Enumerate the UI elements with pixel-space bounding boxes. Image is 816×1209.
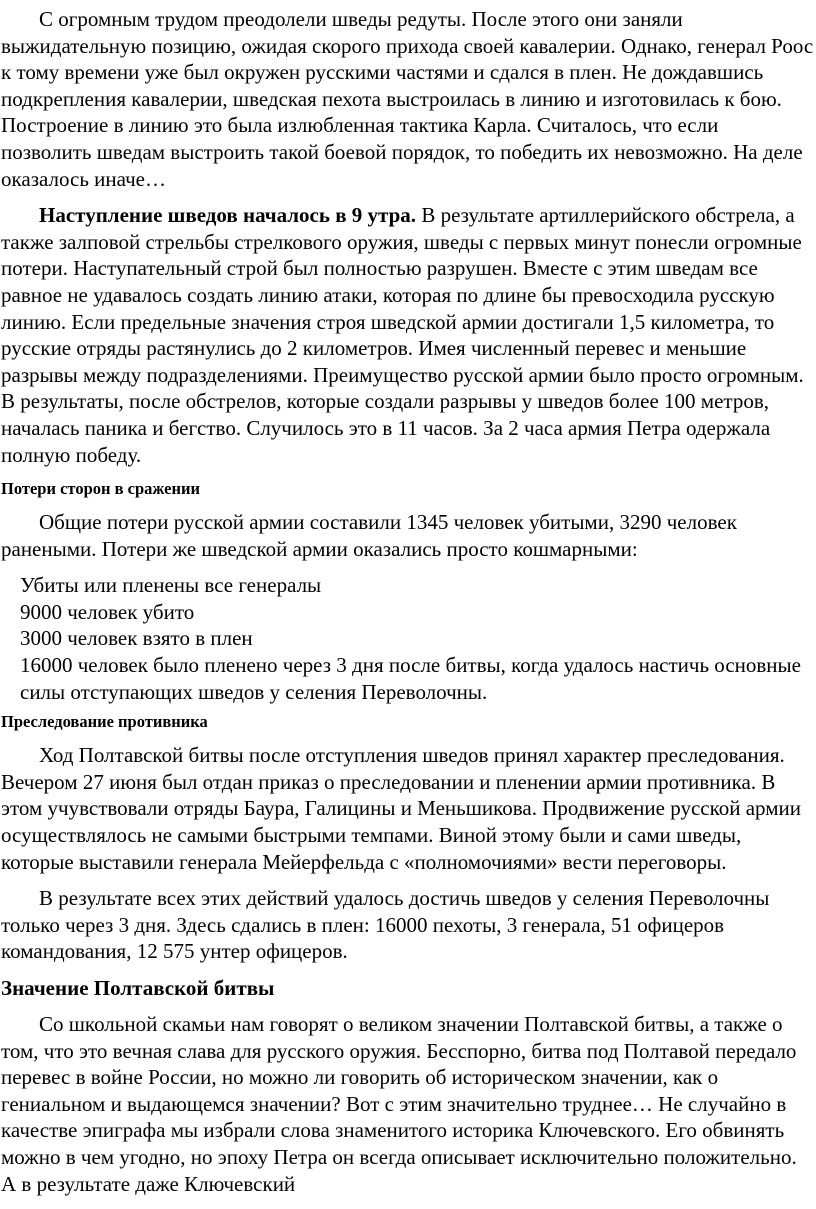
paragraph-significance: Со школьной скамьи нам говорят о великом значении Полтавской битвы, а также о том, что это вечная слава для русского оружия. Бесспорно, битва под Полтавой передало перевес в войне России, но можно ли говорить об историческом значении, как о гениальном и выдающемся значении? Вот с этим значительно труднее… Не случайно в качестве эпиграфа мы избрали слова знаменитого историка Ключевского. Его обвинять можно в чем угодно, но эпоху Петра он всегда описывает исключительно положительно. А в результате даже Ключевский <box>1 1012 797 1196</box>
list-item: Убиты или пленены все генералы <box>20 573 322 598</box>
paragraph-losses: Общие потери русской армии составили 1345 человек убитыми, 3290 человек ранеными. Потери же шведской армии оказались просто кошмарными: <box>1 510 737 561</box>
paragraph-offensive-lead: Наступление шведов началось в 9 утра. <box>39 203 417 228</box>
heading-losses: Потери сторон в сражении <box>1 479 200 499</box>
list-item: 16000 человек было пленено через 3 дня после битвы, когда удалось настичь основные силы отступающих шведов у селения Переволочны. <box>20 653 801 704</box>
heading-pursuit: Преследование противника <box>1 712 208 732</box>
losses-list <box>1 572 814 705</box>
list-item: 9000 человек убито <box>20 599 195 624</box>
heading-significance: Значение Полтавской битвы <box>1 976 275 1000</box>
paragraph-offensive <box>1 202 814 468</box>
paragraph-redoubts: С огромным трудом преодолели шведы редуты. После этого они заняли выжидательную позицию, ожидая скорого прихода своей кавалерии. Однако, генерал Роос к тому времени уже был окружен русскими частями и сдался в плен. Не дождавшись подкрепления кавалерии, шведская пехота выстроилась в линию и изготовилась к бою. Построение в линию это была излюбленная тактика Карла. Считалось, что если позволить шведам выстроить такой боевой порядок, то победить их невозможно. На деле оказалось иначе… <box>1 7 814 191</box>
paragraph-offensive-body: В результате артиллерийского обстрела, а также залповой стрельбы стрелкового оружия, шведы с первых минут понесли огромные потери. Наступательный строй был полностью разрушен. Вместе с этим шведам все равное не удавалось создать линию атаки, которая по длине бы превосходила русскую линию. Если предельные значения строя шведской армии достигали 1,5 километра, то русские отряды растянулись до 2 километров. Имея численный перевес и меньшие разрывы между подразделениями. Преимущество русской армии было просто огромным. В результаты, после обстрелов, которые создали разрывы у шведов более 100 метров, началась паника и бегство. Случилось это в 11 часов. За 2 часа армия Петра одержала полную победу. <box>1 203 804 467</box>
paragraph-pursuit: Ход Полтавской битвы после отступления шведов принял характер преследования. Вечером 27 июня был отдан приказ о преследовании и пленении армии противника. В этом учувствовали отряды Баура, Галицины и Меньшикова. Продвижение русской армии осуществлялось не самыми быстрыми темпами. Виной этому были и сами шведы, которые выставили генерала Мейерфельда с «полномочиями» вести переговоры. <box>1 743 801 874</box>
paragraph-surrender: В результате всех этих действий удалось достичь шведов у селения Переволочны только через 3 дня. Здесь сдались в плен: 16000 пехоты, 3 генерала, 51 офицеров командования, 12 575 унтер офицеров. <box>1 886 770 964</box>
list-item: 3000 человек взято в плен <box>20 626 253 651</box>
